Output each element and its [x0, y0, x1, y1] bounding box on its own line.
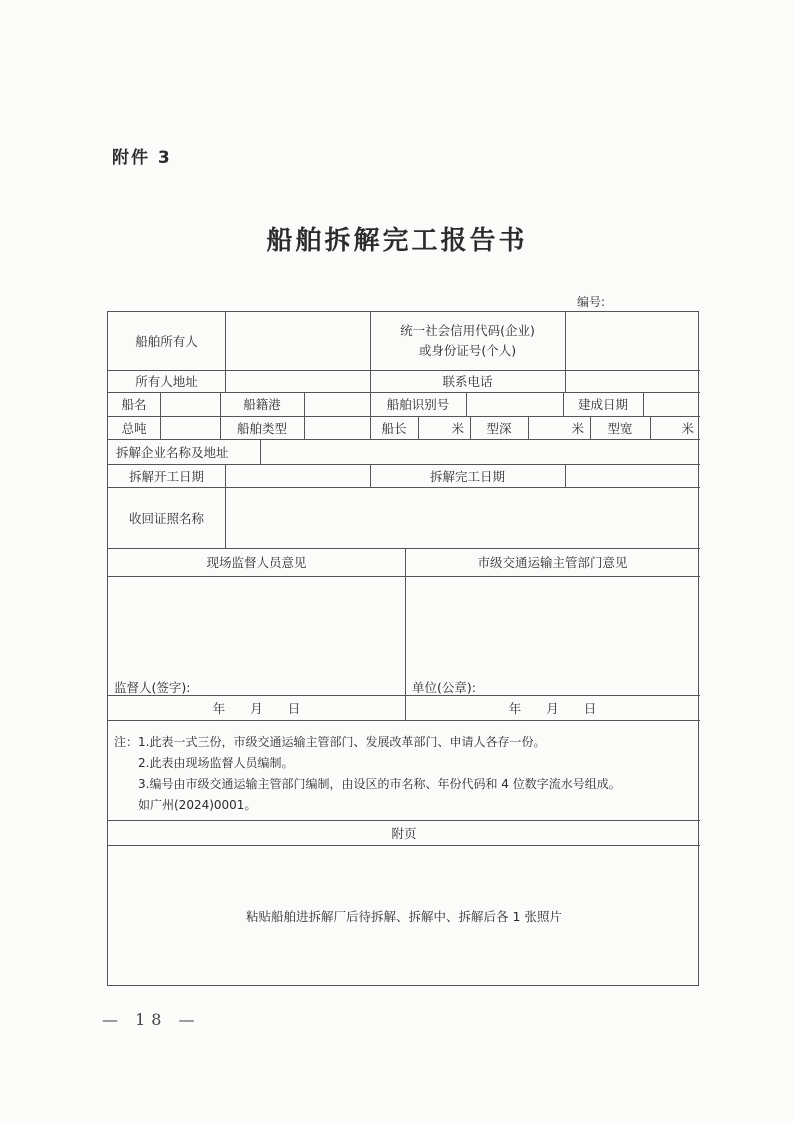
credit-code-label-line2: 或身份证号(个人): [418, 343, 517, 358]
gross-tonnage-label: 总吨: [121, 420, 147, 436]
note-line: 如广州(2024)0001。: [114, 798, 257, 812]
note-line: 3.编号由市级交通运输主管部门编制，由设区的市名称、年份代码和 4 位数字流水号组成。: [114, 777, 621, 791]
city-date: 年 月 日: [508, 700, 597, 716]
length-unit: 米: [451, 420, 464, 436]
photo-instruction: 粘贴船舶进拆解厂后待拆解、拆解中、拆解后各 1 张照片: [246, 909, 562, 924]
onsite-opinion-header: 现场监督人员意见: [206, 555, 307, 570]
notes-block: [114, 732, 621, 816]
contact-phone-label: 联系电话: [442, 374, 493, 389]
note-line: 2.此表由现场监督人员编制。: [114, 756, 294, 770]
col-divider: [260, 439, 261, 464]
breadth-unit: 米: [681, 420, 694, 436]
depth-label: 型深: [486, 420, 512, 436]
ship-name-label: 船名: [121, 397, 147, 412]
start-date-label: 拆解开工日期: [128, 468, 204, 484]
col-divider: [565, 464, 566, 487]
length-label: 船长: [381, 420, 407, 436]
page-number: — 18 —: [102, 1010, 201, 1029]
credit-code-label-line1: 统一社会信用代码(企业): [400, 323, 535, 338]
col-divider: [160, 392, 161, 439]
build-date-label: 建成日期: [577, 397, 628, 412]
col-divider: [466, 392, 467, 416]
supervisor-sign-label: 监督人(签字):: [114, 680, 191, 695]
end-date-label: 拆解完工日期: [429, 468, 505, 484]
col-divider: [225, 464, 226, 487]
city-opinion-header: 市级交通运输主管部门意见: [477, 555, 628, 570]
report-form-table: [107, 311, 699, 986]
ship-id-label: 船舶识别号: [386, 397, 450, 412]
row-divider: [108, 576, 700, 577]
serial-number-label: 编号:: [577, 295, 606, 309]
depth-unit: 米: [571, 420, 584, 436]
certificates-label: 收回证照名称: [128, 510, 204, 526]
col-divider: [225, 487, 226, 548]
owner-label: 船舶所有人: [135, 334, 198, 349]
col-divider: [565, 312, 566, 392]
credit-code-label: [370, 312, 565, 370]
ship-type-label: 船舶类型: [236, 420, 287, 436]
col-divider: [304, 392, 305, 439]
col-divider: [225, 312, 226, 392]
dismantle-company-label: 拆解企业名称及地址: [116, 444, 229, 460]
attachment-header: 附页: [391, 825, 417, 841]
annex-label: 附件 3: [112, 148, 172, 168]
breadth-label: 型宽: [607, 420, 633, 436]
owner-address-label: 所有人地址: [135, 374, 198, 389]
port-registry-label: 船籍港: [243, 397, 281, 412]
row-divider: [108, 720, 700, 721]
col-divider: [643, 392, 644, 416]
note-line: 注：1.此表一式三份，市级交通运输主管部门、发展改革部门、申请人各存一份。: [114, 735, 546, 749]
unit-seal-label: 单位(公章):: [412, 680, 476, 695]
onsite-date: 年 月 日: [212, 700, 301, 716]
document-title: 船舶拆解完工报告书: [266, 226, 528, 256]
